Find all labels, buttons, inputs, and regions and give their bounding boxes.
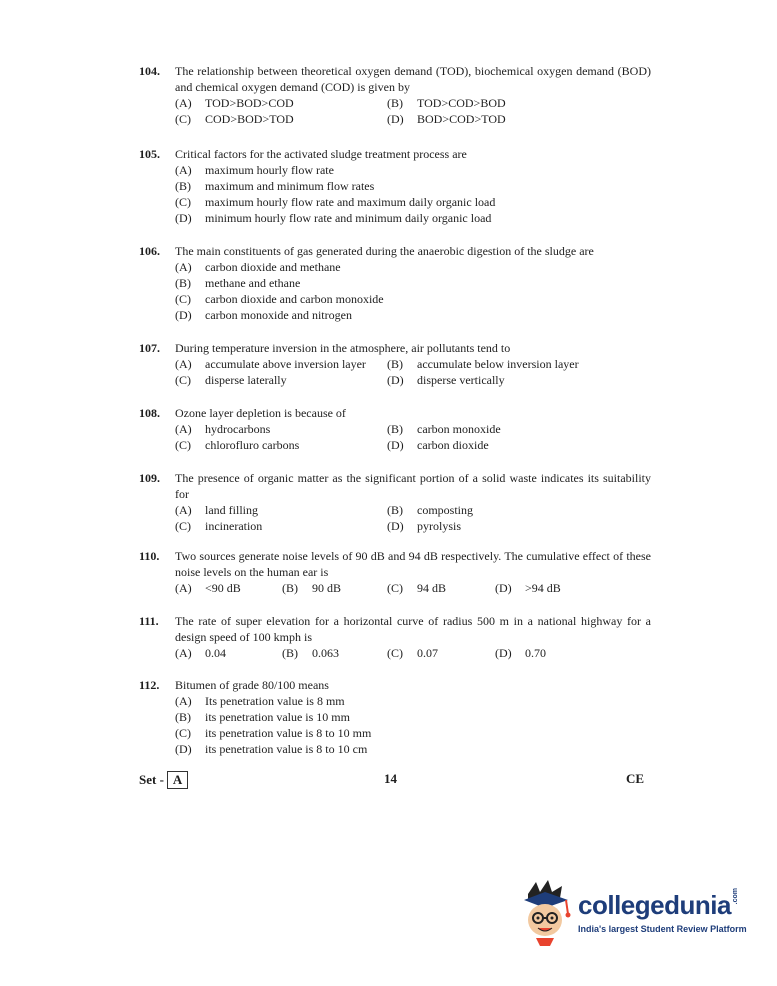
option-label: (C) (387, 581, 403, 595)
option-a (175, 421, 270, 437)
option-text: Its penetration value is 8 mm (205, 694, 345, 708)
option-text: hydrocarbons (205, 422, 271, 436)
option-label: (D) (175, 308, 192, 322)
option-label: (C) (387, 646, 403, 660)
option-a (175, 580, 241, 596)
option-row (175, 194, 651, 210)
option-label: (B) (175, 710, 191, 724)
option-b (387, 95, 506, 111)
option-text: 94 dB (417, 581, 447, 595)
question-109 (139, 470, 651, 534)
option-row (175, 111, 651, 127)
page-number: 14 (384, 771, 397, 786)
option-d (175, 307, 352, 323)
option-c (175, 518, 262, 534)
option-b (175, 275, 300, 291)
option-row (175, 275, 651, 291)
question-text: Bitumen of grade 80/100 means (175, 678, 329, 692)
option-b (387, 356, 579, 372)
question-105 (139, 146, 651, 226)
option-label: (B) (387, 357, 403, 371)
options (175, 502, 651, 534)
option-text: carbon dioxide and methane (205, 260, 341, 274)
option-c (175, 194, 495, 210)
option-text: TOD>BOD>COD (205, 96, 294, 110)
option-text: 0.063 (312, 646, 339, 660)
options (175, 356, 651, 388)
option-text: chlorofluro carbons (205, 438, 300, 452)
option-d (387, 111, 506, 127)
question-number: 112. (139, 678, 160, 692)
option-text: carbon dioxide and carbon monoxide (205, 292, 384, 306)
option-c (387, 645, 438, 661)
question-text: The relationship between theoretical oxygen demand (TOD), biochemical oxygen demand (BOD) and chemical oxygen demand (COD) is given by (175, 64, 651, 94)
option-row (175, 178, 651, 194)
collegedunia-logo[interactable] (516, 878, 746, 948)
option-text: accumulate above inversion layer (205, 357, 366, 371)
option-b (282, 580, 341, 596)
option-text: COD>BOD>TOD (205, 112, 294, 126)
option-label: (A) (175, 694, 192, 708)
option-a (175, 502, 258, 518)
option-a (175, 356, 366, 372)
option-label: (B) (175, 179, 191, 193)
option-label: (D) (387, 519, 404, 533)
option-label: (C) (175, 519, 191, 533)
option-text: >94 dB (525, 581, 561, 595)
option-text: composting (417, 503, 473, 517)
logo-tagline: India's largest Student Review Platform (578, 924, 747, 934)
option-text: BOD>COD>TOD (417, 112, 506, 126)
option-text: maximum and minimum flow rates (205, 179, 375, 193)
option-label: (A) (175, 646, 192, 660)
option-text: disperse laterally (205, 373, 287, 387)
options (175, 95, 651, 127)
option-text: accumulate below inversion layer (417, 357, 579, 371)
options (175, 580, 651, 596)
question-106 (139, 243, 651, 323)
option-row (175, 356, 651, 372)
option-a (175, 645, 226, 661)
question-text: The presence of organic matter as the significant portion of a solid waste indicates its suitability for (175, 471, 651, 501)
option-label: (B) (387, 503, 403, 517)
option-text: 0.70 (525, 646, 546, 660)
option-d (175, 210, 491, 226)
option-label: (C) (175, 195, 191, 209)
subject-code: CE (626, 771, 645, 786)
option-text: maximum hourly flow rate and maximum daily organic load (205, 195, 496, 209)
question-104 (139, 63, 651, 127)
option-row (175, 741, 651, 757)
options (175, 693, 651, 757)
option-a (175, 259, 341, 275)
question-number: 109. (139, 471, 160, 485)
question-text: Ozone layer depletion is because of (175, 406, 346, 420)
option-text: carbon dioxide (417, 438, 489, 452)
option-c (175, 437, 299, 453)
option-label: (C) (175, 373, 191, 387)
option-d (175, 741, 367, 757)
option-text: TOD>COD>BOD (417, 96, 506, 110)
options (175, 421, 651, 453)
question-number: 107. (139, 341, 160, 355)
option-label: (C) (175, 292, 191, 306)
option-text: pyrolysis (417, 519, 462, 533)
logo-suffix: .com (732, 888, 739, 905)
option-d (495, 645, 546, 661)
question-108 (139, 405, 651, 453)
question-text: Two sources generate noise levels of 90 dB and 94 dB respectively. The cumulative effect of these noise levels on the human ear is (175, 549, 651, 579)
option-row (175, 725, 651, 741)
option-label: (A) (175, 581, 192, 595)
option-row (175, 372, 651, 388)
question-text: During temperature inversion in the atmosphere, air pollutants tend to (175, 341, 511, 355)
option-row (175, 291, 651, 307)
option-a (175, 162, 334, 178)
set-indicator (139, 771, 188, 789)
option-row (175, 259, 651, 275)
option-row (175, 307, 651, 323)
option-text: minimum hourly flow rate and minimum daily organic load (205, 211, 492, 225)
option-row (175, 709, 651, 725)
question-text: Critical factors for the activated sludge treatment process are (175, 147, 467, 161)
option-text: carbon monoxide (417, 422, 501, 436)
option-d (387, 372, 505, 388)
option-c (175, 111, 294, 127)
option-row (175, 645, 651, 661)
option-label: (A) (175, 357, 192, 371)
option-label: (D) (387, 373, 404, 387)
option-text: disperse vertically (417, 373, 505, 387)
option-text: <90 dB (205, 581, 241, 595)
option-row (175, 421, 651, 437)
option-row (175, 580, 651, 596)
option-text: its penetration value is 8 to 10 cm (205, 742, 368, 756)
option-text: land filling (205, 503, 258, 517)
question-number: 111. (139, 614, 159, 628)
option-text: carbon monoxide and nitrogen (205, 308, 352, 322)
option-label: (C) (175, 438, 191, 452)
options (175, 162, 651, 226)
option-b (175, 709, 350, 725)
option-a (175, 95, 294, 111)
options (175, 259, 651, 323)
question-number: 105. (139, 147, 160, 161)
option-row (175, 502, 651, 518)
question-number: 104. (139, 64, 160, 78)
question-111 (139, 613, 651, 661)
option-c (175, 372, 287, 388)
option-c (387, 580, 446, 596)
option-label: (A) (175, 422, 192, 436)
logo-wordmark: collegedunia (578, 890, 731, 920)
option-row (175, 518, 651, 534)
option-label: (C) (175, 726, 191, 740)
question-number: 108. (139, 406, 160, 420)
option-d (387, 518, 461, 534)
option-label: (A) (175, 503, 192, 517)
option-row (175, 95, 651, 111)
option-label: (B) (175, 276, 191, 290)
question-text: The rate of super elevation for a horizontal curve of radius 500 m in a national highway for a design speed of 100 kmph is (175, 614, 651, 644)
option-label: (D) (175, 742, 192, 756)
option-c (175, 725, 371, 741)
options (175, 645, 651, 661)
option-text: its penetration value is 10 mm (205, 710, 350, 724)
option-label: (D) (495, 581, 512, 595)
option-c (175, 291, 384, 307)
option-row (175, 210, 651, 226)
option-label: (D) (175, 211, 192, 225)
option-label: (D) (495, 646, 512, 660)
option-label: (A) (175, 260, 192, 274)
option-a (175, 693, 345, 709)
option-text: its penetration value is 8 to 10 mm (205, 726, 372, 740)
option-text: methane and ethane (205, 276, 301, 290)
set-value: A (167, 771, 188, 789)
question-107 (139, 340, 651, 388)
option-text: maximum hourly flow rate (205, 163, 334, 177)
option-label: (B) (282, 646, 298, 660)
option-row (175, 162, 651, 178)
option-row (175, 437, 651, 453)
option-b (282, 645, 339, 661)
option-b (175, 178, 374, 194)
option-b (387, 421, 501, 437)
option-text: incineration (205, 519, 263, 533)
question-110 (139, 548, 651, 596)
set-label: Set - (139, 772, 164, 787)
option-label: (B) (387, 422, 403, 436)
question-112 (139, 677, 651, 757)
option-text: 0.04 (205, 646, 226, 660)
mascot-icon (516, 878, 574, 948)
question-text: The main constituents of gas generated during the anaerobic digestion of the sludge are (175, 244, 594, 258)
option-label: (B) (387, 96, 403, 110)
option-label: (B) (282, 581, 298, 595)
option-text: 90 dB (312, 581, 342, 595)
option-label: (D) (387, 112, 404, 126)
option-row (175, 693, 651, 709)
option-b (387, 502, 473, 518)
option-label: (C) (175, 112, 191, 126)
question-number: 106. (139, 244, 160, 258)
option-label: (A) (175, 163, 192, 177)
option-label: (A) (175, 96, 192, 110)
option-d (495, 580, 561, 596)
option-text: 0.07 (417, 646, 438, 660)
option-label: (D) (387, 438, 404, 452)
option-d (387, 437, 489, 453)
question-number: 110. (139, 549, 160, 563)
